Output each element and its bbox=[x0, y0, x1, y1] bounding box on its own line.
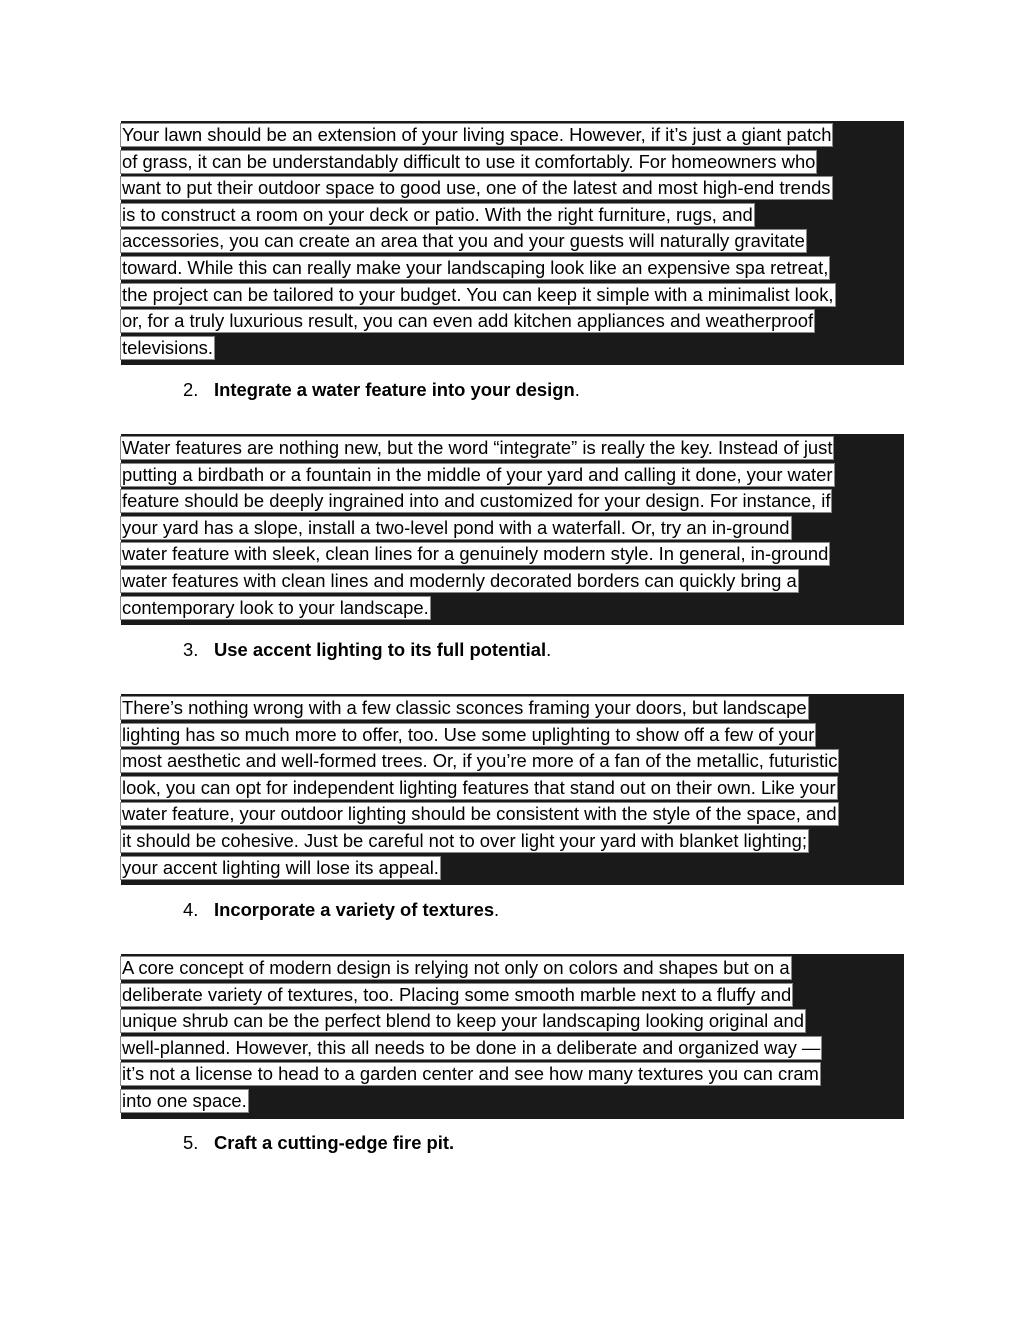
list-number: 4. bbox=[183, 899, 199, 920]
text-line: look, you can opt for independent lighting features that stand out on their own. Like your bbox=[122, 776, 836, 798]
heading-text: Integrate a water feature into your design bbox=[214, 379, 575, 400]
text-line: is to construct a room on your deck or patio. With the right furniture, rugs, and bbox=[122, 203, 753, 225]
text-line: of grass, it can be understandably difficult to use it comfortably. For homeowners who bbox=[122, 150, 816, 172]
text-line: water feature with sleek, clean lines for a genuinely modern style. In general, in-ground bbox=[122, 543, 829, 565]
paragraph-accent-lighting bbox=[121, 694, 904, 885]
heading-suffix: . bbox=[546, 639, 552, 660]
list-number: 3. bbox=[183, 639, 199, 660]
text-line: or, for a truly luxurious result, you can even add kitchen appliances and weatherproof bbox=[122, 310, 814, 332]
text-line: water feature, your outdoor lighting should be consistent with the style of the space, and bbox=[122, 803, 837, 825]
text-line: feature should be deeply ingrained into and customized for your design. For instance, if bbox=[122, 490, 831, 512]
heading-text: Craft a cutting-edge fire pit. bbox=[214, 1132, 455, 1153]
text-line: it should be cohesive. Just be careful not to over light your yard with blanket lighting; bbox=[122, 829, 807, 851]
heading-text: Use accent lighting to its full potential bbox=[214, 639, 547, 660]
list-number: 5. bbox=[183, 1132, 199, 1153]
list-heading bbox=[183, 1132, 454, 1154]
text-line: putting a birdbath or a fountain in the middle of your yard and calling it done, your water bbox=[122, 463, 833, 485]
list-heading bbox=[183, 639, 551, 661]
text-line: most aesthetic and well-formed trees. Or, if you’re more of a fan of the metallic, futuristic bbox=[122, 750, 838, 772]
text-line: unique shrub can be the perfect blend to keep your landscaping looking original and bbox=[122, 1010, 804, 1032]
list-heading bbox=[183, 899, 499, 921]
text-line: Water features are nothing new, but the word “integrate” is really the key. Instead of just bbox=[122, 437, 833, 458]
text-line: contemporary look to your landscape. bbox=[122, 596, 429, 618]
text-line: want to put their outdoor space to good use, one of the latest and most high-end trends bbox=[122, 177, 831, 199]
list-heading bbox=[183, 379, 580, 401]
heading-text: Incorporate a variety of textures bbox=[214, 899, 495, 920]
text-line: water features with clean lines and modernly decorated borders can quickly bring a bbox=[122, 569, 797, 591]
heading-suffix: . bbox=[494, 899, 500, 920]
list-number: 2. bbox=[183, 379, 199, 400]
text-line: lighting has so much more to offer, too. Use some uplighting to show off a few of your bbox=[122, 723, 815, 745]
text-line: televisions. bbox=[122, 336, 213, 358]
paragraph-outdoor-room bbox=[121, 121, 904, 365]
text-line: toward. While this can really make your landscaping look like an expensive spa retreat, bbox=[122, 256, 829, 278]
text-line: into one space. bbox=[122, 1089, 247, 1111]
text-line: deliberate variety of textures, too. Placing some smooth marble next to a fluffy and bbox=[122, 983, 792, 1005]
text-line: Your lawn should be an extension of your living space. However, if it’s just a giant patch bbox=[122, 124, 832, 145]
text-line: accessories, you can create an area that you and your guests will naturally gravitate bbox=[122, 230, 805, 252]
text-line: There’s nothing wrong with a few classic sconces framing your doors, but landscape bbox=[122, 697, 807, 718]
text-line: A core concept of modern design is relying not only on colors and shapes but on a bbox=[122, 957, 790, 978]
text-line: your accent lighting will lose its appeal. bbox=[122, 856, 439, 878]
text-line: the project can be tailored to your budget. You can keep it simple with a minimalist look, bbox=[122, 283, 834, 305]
text-line: your yard has a slope, install a two-level pond with a waterfall. Or, try an in-ground bbox=[122, 516, 790, 538]
text-line: well-planned. However, this all needs to be done in a deliberate and organized way — bbox=[122, 1036, 821, 1058]
paragraph-water-feature bbox=[121, 434, 904, 625]
paragraph-textures bbox=[121, 954, 904, 1119]
text-line: it’s not a license to head to a garden center and see how many textures you can cram bbox=[122, 1063, 819, 1085]
heading-suffix: . bbox=[574, 379, 580, 400]
